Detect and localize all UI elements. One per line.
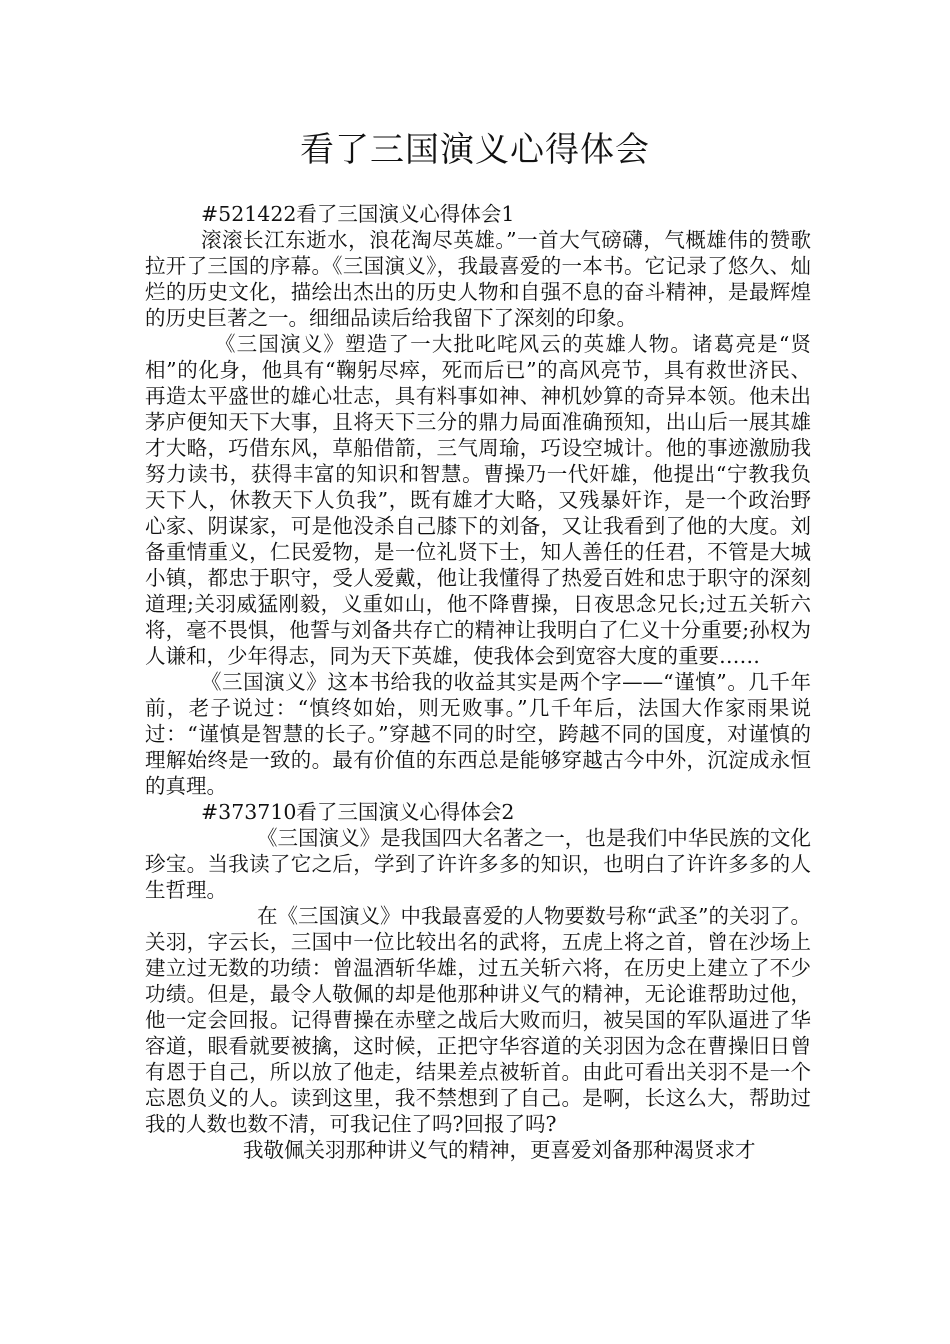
paragraph: 《三国演义》这本书给我的收益其实是两个字——“谨慎”。几千年前，老子说过：“慎终如始，则无败事。”几千年后，法国大作家雨果说过：“谨慎是智慧的长子。”穿越不同的时空，跨越不同的国度，对谨慎的理解始终是一致的。最有价值的东西总是能够穿越古今中外，沉淀成永恒的真理。 [145,670,811,798]
paragraph: 滚滚长江东逝水，浪花淘尽英雄。”一首大气磅礴，气概雄伟的赞歌拉开了三国的序幕。《三国演义》，我最喜爱的一本书。它记录了悠久、灿烂的历史文化，描绘出杰出的历史人物和自强不息的奋斗精神，是最辉煌的历史巨著之一。细细品读后给我留下了深刻的印象。 [145,228,811,330]
document-body [145,201,811,1163]
paragraph: 《三国演义》是我国四大名著之一，也是我们中华民族的文化珍宝。当我读了它之后，学到了许许多多的知识，也明白了许许多多的人生哲理。 [145,826,811,902]
paragraph: 《三国演义》塑造了一大批叱咤风云的英雄人物。诸葛亮是“贤相”的化身，他具有“鞠躬尽瘁，死而后已”的高风亮节，具有救世济民、再造太平盛世的雄心壮志，具有料事如神、神机妙算的奇异本领。他未出茅庐便知天下大事，且将天下三分的鼎力局面准确预知，出山后一展其雄才大略，巧借东风，草船借箭，三气周瑜，巧设空城计。他的事迹激励我努力读书，获得丰富的知识和智慧。曹操乃一代奸雄，他提出“宁教我负天下人，休教天下人负我”，既有雄才大略，又残暴奸诈，是一个政治野心家、阴谋家，可是他没杀自己膝下的刘备，又让我看到了他的大度。刘备重情重义，仁民爱物，是一位礼贤下士，知人善任的任君，不管是大城小镇，都忠于职守，受人爱戴，他让我懂得了热爱百姓和忠于职守的深刻道理;关羽威猛刚毅，义重如山，他不降曹操，日夜思念兄长;过五关斩六将，毫不畏惧，他誓与刘备共存亡的精神让我明白了仁义十分重要;孙权为人谦和，少年得志，同为天下英雄，使我体会到宽容大度的重要…… [145,332,811,668]
section-heading-1: #521422看了三国演义心得体会1 [201,202,515,226]
section-heading-2: #373710看了三国演义心得体会2 [201,800,515,824]
paragraph: 我敬佩关羽那种讲义气的精神，更喜爱刘备那种渴贤求才 [243,1138,756,1162]
paragraph: 在《三国演义》中我最喜爱的人物要数号称“武圣”的关羽了。关羽，字云长，三国中一位比较出名的武将，五虎上将之首，曾在沙场上建立过无数的功绩：曾温酒斩华雄，过五关斩六将，在历史上建立了不少功绩。但是，最令人敬佩的却是他那种讲义气的精神，无论谁帮助过他，他一定会回报。记得曹操在赤壁之战后大败而归，被吴国的军队逼进了华容道，眼看就要被擒，这时候，正把守华容道的关羽因为念在曹操旧日曾有恩于自己，所以放了他走，结果差点被斩首。由此可看出关羽不是一个忘恩负义的人。读到这里，我不禁想到了自己。是啊，长这么大，帮助过我的人数也数不清，可我记住了吗?回报了吗? [145,904,811,1136]
document-title: 看了三国演义心得体会 [300,130,650,170]
